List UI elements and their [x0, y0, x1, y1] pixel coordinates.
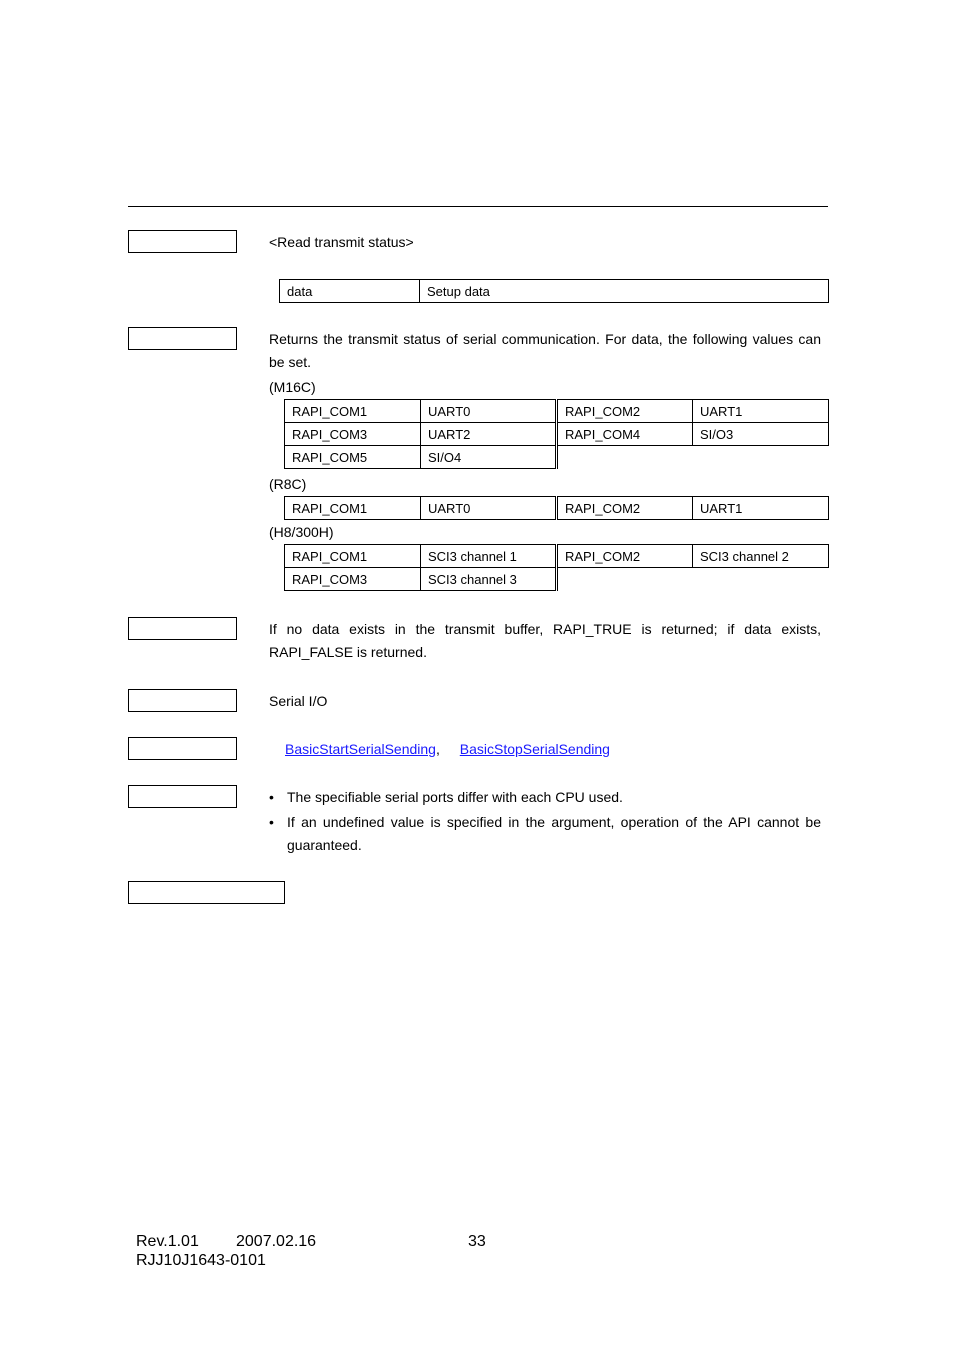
list-item: [269, 786, 821, 809]
header-rule: [128, 206, 828, 207]
table-row: [285, 400, 829, 423]
table-row: [285, 545, 829, 568]
related-link-start-serial-sending[interactable]: [269, 741, 436, 757]
r8c-heading: (R8C): [269, 476, 307, 492]
syntax-text: <Read transmit status>: [269, 234, 414, 250]
functionality-label-box: [128, 689, 237, 712]
m16c-heading: (M16C): [269, 379, 316, 395]
related-link-label: BasicStopSerialSending: [459, 741, 610, 757]
page-number: 33: [468, 1233, 486, 1250]
m16c-port-table: [284, 399, 829, 469]
table-cell: RAPI_COM4: [557, 423, 693, 446]
description-label-box: [128, 327, 237, 350]
h8-heading: (H8/300H): [269, 524, 334, 540]
table-cell: RAPI_COM5: [285, 446, 421, 469]
related-link-label: BasicStartSerialSending: [285, 741, 436, 757]
argument-name: data: [280, 280, 420, 303]
syntax-label-box: [128, 230, 237, 253]
table-row: [280, 280, 829, 303]
h8-port-table: [284, 544, 829, 591]
table-cell: RAPI_COM2: [557, 400, 693, 423]
description-text: Returns the transmit status of serial communication. For data, the following values can be set.: [269, 331, 821, 370]
table-cell: UART1: [693, 400, 829, 423]
bullet-icon: •: [269, 789, 274, 805]
argument-description: Setup data: [420, 280, 829, 303]
related-label-box: [128, 737, 237, 760]
empty-cell: [693, 446, 829, 469]
related-separator: ,: [435, 741, 440, 757]
footer-document-id: RJJ10J1643-0101: [136, 1252, 266, 1269]
table-cell: RAPI_COM2: [557, 545, 693, 568]
table-cell: RAPI_COM3: [285, 568, 421, 591]
table-cell: UART2: [421, 423, 557, 446]
related-functions: [269, 738, 610, 761]
table-row: [285, 568, 829, 591]
table-cell: UART0: [421, 497, 557, 520]
related-link-stop-serial-sending[interactable]: [444, 741, 610, 757]
note-text: If an undefined value is specified in the argument, operation of the API cannot be guaranteed.: [287, 814, 821, 853]
table-row: [285, 446, 829, 469]
functionality-text: Serial I/O: [269, 693, 328, 709]
note-text: The specifiable serial ports differ with each CPU used.: [287, 789, 623, 805]
footer-revision: Rev.1.01: [136, 1233, 199, 1250]
table-cell: RAPI_COM3: [285, 423, 421, 446]
list-item: [269, 811, 821, 857]
table-cell: UART0: [421, 400, 557, 423]
table-cell: SI/O4: [421, 446, 557, 469]
table-row: [285, 423, 829, 446]
table-row: [285, 497, 829, 520]
r8c-port-table: [284, 496, 829, 520]
table-cell: RAPI_COM1: [285, 497, 421, 520]
table-cell: UART1: [693, 497, 829, 520]
return-value-label-box: [128, 617, 237, 640]
example-label-box: [128, 881, 285, 904]
empty-cell: [693, 568, 829, 591]
argument-table: [279, 279, 829, 303]
empty-cell: [557, 568, 693, 591]
table-cell: RAPI_COM1: [285, 545, 421, 568]
footer-date: 2007.02.16: [236, 1233, 317, 1250]
return-value-text: If no data exists in the transmit buffer, RAPI_TRUE is returned; if data exists, RAPI_FALSE is returned.: [269, 621, 821, 660]
bullet-icon: •: [269, 814, 274, 830]
notes-label-box: [128, 785, 237, 808]
table-cell: SCI3 channel 3: [421, 568, 557, 591]
notes-list: [269, 786, 821, 859]
table-cell: RAPI_COM1: [285, 400, 421, 423]
table-cell: SCI3 channel 1: [421, 545, 557, 568]
table-cell: RAPI_COM2: [557, 497, 693, 520]
empty-cell: [557, 446, 693, 469]
table-cell: SCI3 channel 2: [693, 545, 829, 568]
table-cell: SI/O3: [693, 423, 829, 446]
